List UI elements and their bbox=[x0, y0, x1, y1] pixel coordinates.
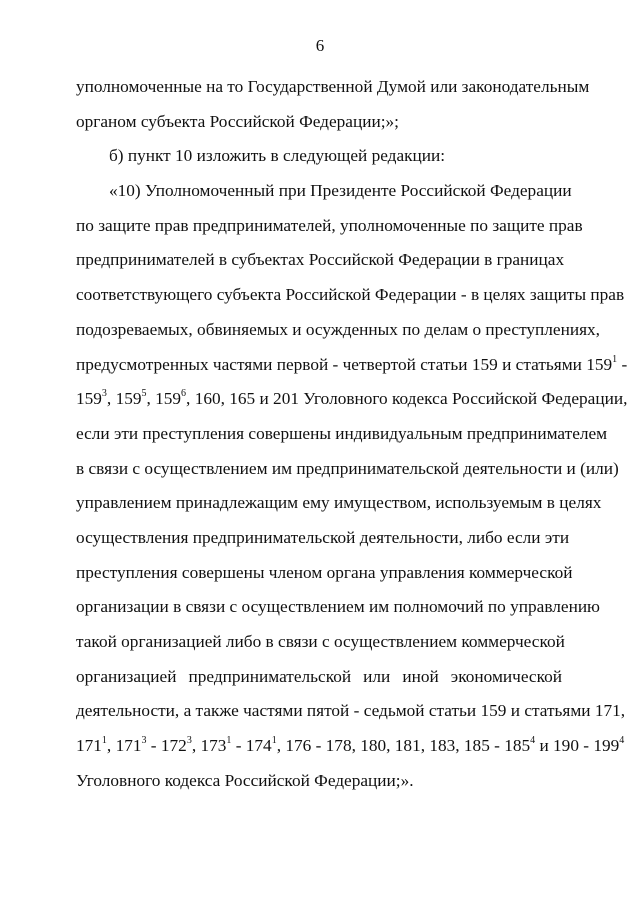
text-line: уполномоченные на то Государственной Думой или законодательным bbox=[76, 77, 590, 96]
superscript: 4 bbox=[530, 735, 536, 747]
text-line: предпринимателей в субъектах Российской Федерации в границах bbox=[76, 250, 565, 270]
text-line: подозреваемых, обвиняемых и осужденных по делам о преступлениях, bbox=[76, 319, 600, 339]
text-line: по защите прав предпринимателей, уполномоченные по защите прав bbox=[76, 215, 583, 235]
text-line: если эти преступления совершены индивидуальным предпринимателем bbox=[76, 423, 608, 443]
text-line: Уголовного кодекса Российской Федерации;». bbox=[76, 770, 414, 790]
text-segment: - 172 bbox=[146, 736, 187, 756]
text-line bbox=[76, 729, 625, 764]
superscript: 5 bbox=[141, 388, 147, 400]
superscript: 3 bbox=[101, 388, 107, 400]
superscript: 1 bbox=[101, 735, 107, 747]
superscript: 1 bbox=[271, 735, 277, 747]
text-line: такой организацией либо в связи с осуществлением коммерческой bbox=[76, 632, 565, 651]
superscript: 4 bbox=[619, 735, 625, 747]
text-segment: и 190 - 199 bbox=[535, 736, 620, 756]
text-line: организацией предпринимательской или иной экономической bbox=[76, 666, 562, 686]
superscript: 3 bbox=[141, 735, 147, 747]
text-line: б) пункт 10 изложить в следующей редакции: bbox=[109, 146, 446, 166]
text-segment: предусмотренных частями первой - четвертой статьи 159 и статьями 159 bbox=[76, 354, 613, 374]
text-segment: , 171 bbox=[106, 736, 142, 756]
text-line bbox=[76, 382, 628, 417]
text-segment: , 173 bbox=[191, 736, 227, 756]
superscript: 1 bbox=[612, 353, 618, 365]
text-line: преступления совершены членом органа управления коммерческой bbox=[76, 562, 573, 582]
text-line: «10) Уполномоченный при Президенте Российской Федерации bbox=[109, 181, 572, 201]
text-line: управлением принадлежащим ему имуществом, используемым в целях bbox=[76, 493, 602, 513]
text-segment: - bbox=[617, 354, 628, 374]
text-line: в связи с осуществлением им предпринимательской деятельности и (или) bbox=[76, 458, 619, 478]
text-line: органом субъекта Российской Федерации;»; bbox=[76, 111, 399, 131]
text-segment: 171 bbox=[76, 736, 102, 756]
text-segment: , 160, 165 и 201 Уголовного кодекса Российской Федерации, bbox=[186, 389, 628, 409]
page-number: 6 bbox=[315, 36, 325, 55]
text-segment: - 174 bbox=[231, 736, 272, 756]
superscript: 6 bbox=[181, 388, 187, 400]
text-line: организации в связи с осуществлением им полномочий по управлению bbox=[76, 597, 600, 617]
text-segment: , 159 bbox=[146, 389, 182, 409]
superscript: 3 bbox=[186, 735, 192, 747]
text-segment: 159 bbox=[76, 389, 102, 409]
text-line: деятельности, а также частями пятой - седьмой статьи 159 и статьями 171, bbox=[76, 701, 626, 721]
text-line: осуществления предпринимательской деятельности, либо если эти bbox=[76, 527, 570, 547]
text-segment: , 159 bbox=[106, 389, 142, 409]
superscript: 1 bbox=[226, 735, 232, 747]
text-line bbox=[76, 348, 628, 383]
document-body bbox=[76, 70, 628, 798]
text-line: соответствующего субъекта Российской Федерации - в целях защиты прав bbox=[76, 285, 625, 305]
text-segment: , 176 - 178, 180, 181, 183, 185 - 185 bbox=[276, 736, 531, 756]
